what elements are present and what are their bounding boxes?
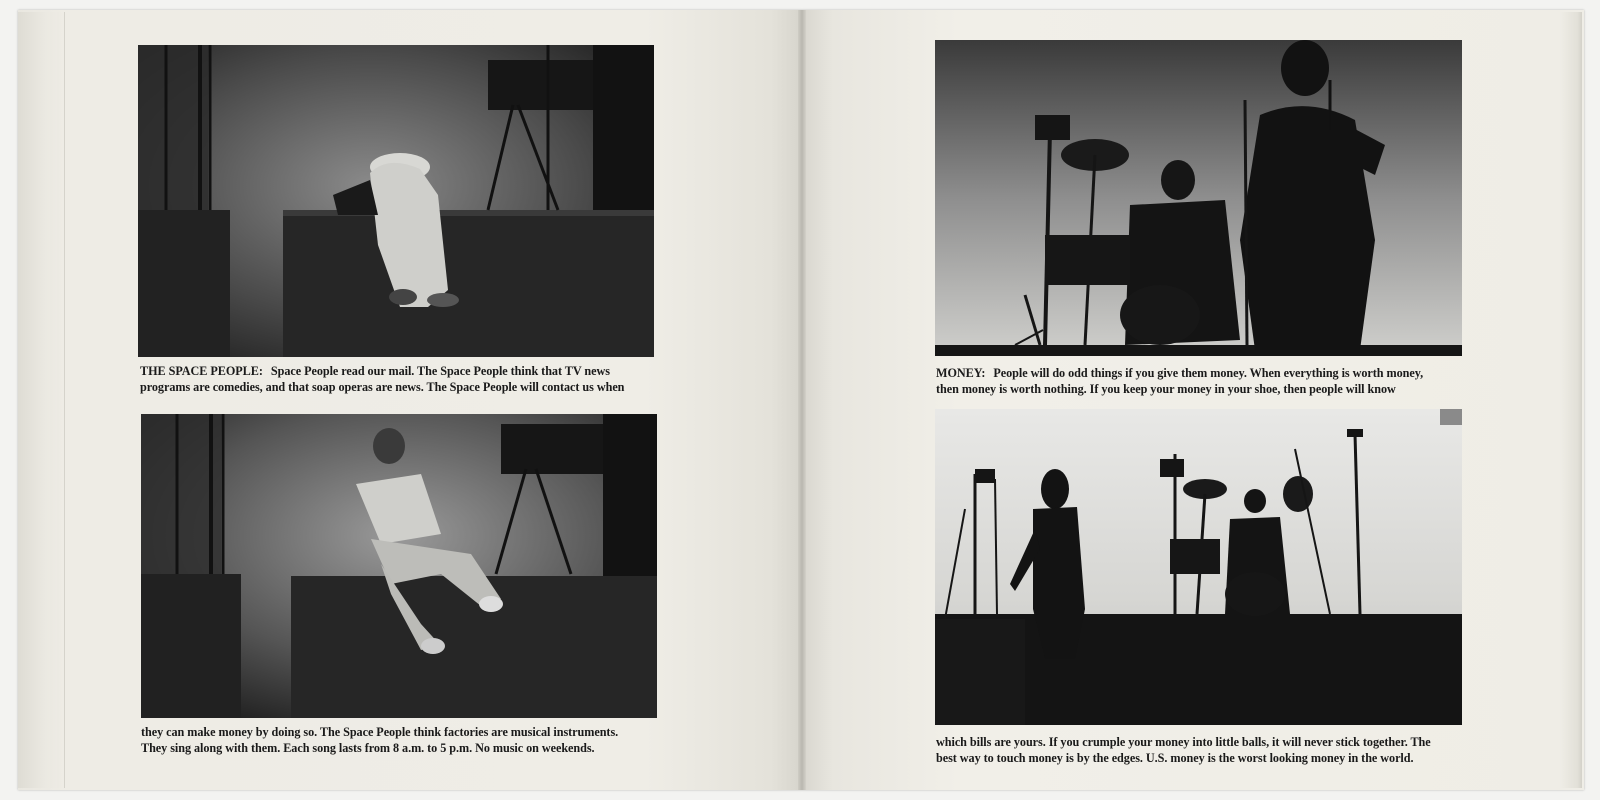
photo-image-icon bbox=[141, 414, 657, 718]
caption-heading: MONEY: bbox=[936, 366, 986, 380]
photo-image-icon bbox=[935, 409, 1462, 725]
caption-line: which bills are yours. If you crumple your money into little balls, it will never stick together. The bbox=[936, 735, 1431, 749]
caption-money-top bbox=[936, 365, 1423, 397]
caption-line: Space People read our mail. The Space People think that TV news bbox=[270, 364, 610, 378]
caption-money-bottom bbox=[936, 734, 1431, 766]
photo-image-icon bbox=[138, 45, 654, 357]
performer-slumped-on-riser-photo bbox=[138, 45, 654, 357]
center-gutter bbox=[798, 10, 806, 790]
caption-line: then money is worth nothing. If you keep your money in your shoe, then people will know bbox=[936, 382, 1396, 396]
caption-line: They sing along with them. Each song lasts from 8 a.m. to 5 p.m. No music on weekends. bbox=[141, 741, 595, 755]
right-page-edge bbox=[1560, 12, 1582, 788]
caption-line: programs are comedies, and that soap operas are news. The Space People will contact us when bbox=[140, 380, 625, 394]
silhouette-figure-and-drum-kit-photo bbox=[935, 409, 1462, 725]
photo-image-icon bbox=[935, 40, 1462, 356]
performer-seated-singing-photo bbox=[141, 414, 657, 718]
caption-space-people-bottom bbox=[141, 724, 618, 756]
band-silhouette-drummer-singer-photo bbox=[935, 40, 1462, 356]
caption-line: best way to touch money is by the edges. U.S. money is the worst looking money in the world. bbox=[936, 751, 1414, 765]
caption-space-people-top bbox=[140, 363, 624, 395]
caption-line: they can make money by doing so. The Space People think factories are musical instruments. bbox=[141, 725, 619, 739]
left-page-edge bbox=[18, 12, 65, 788]
caption-line: People will do odd things if you give them money. When everything is worth money, bbox=[993, 366, 1424, 380]
caption-heading: THE SPACE PEOPLE: bbox=[140, 364, 263, 378]
